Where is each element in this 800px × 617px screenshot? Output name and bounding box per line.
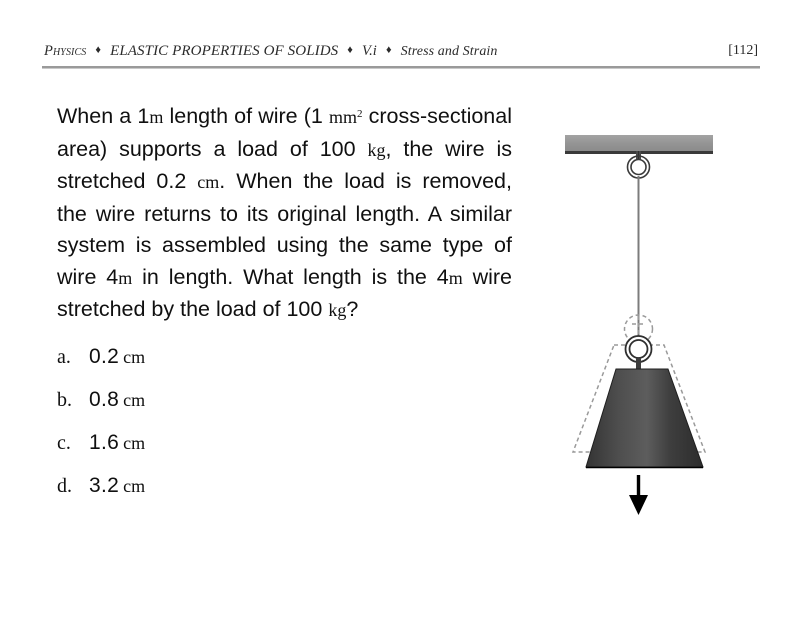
header-section: V.i xyxy=(361,43,377,59)
answer-unit: cm xyxy=(123,476,146,496)
question-text-run: area) supports a load of 100 xyxy=(57,136,368,161)
unit-text: kg xyxy=(367,139,386,160)
unit-exponent: 2 xyxy=(357,108,363,120)
question-text-run: system is assembled using the same type of xyxy=(57,233,512,257)
header-topic: Stress and Strain xyxy=(400,44,498,59)
page-header xyxy=(44,43,760,65)
answer-choice-a[interactable] xyxy=(57,345,357,388)
question-line xyxy=(57,134,512,167)
question-text-run: wire xyxy=(462,264,512,289)
answer-unit: cm xyxy=(123,390,146,410)
question-line xyxy=(57,294,512,327)
question-text-run: wire 4 xyxy=(57,264,119,289)
header-separator-3: ♦ xyxy=(385,44,392,56)
top-hanger-stub xyxy=(636,151,641,159)
header-chapter: ELASTIC PROPERTIES OF SOLIDS xyxy=(110,43,339,59)
answer-value: 0.2 xyxy=(89,345,120,368)
question-line xyxy=(57,230,512,262)
unit-text: m xyxy=(118,267,133,288)
question-text-run: stretched 0.2 xyxy=(57,169,198,193)
answer-value: 3.2 xyxy=(89,474,120,497)
question-text-run: in length. What length is the 4 xyxy=(132,264,449,289)
answer-unit: cm xyxy=(123,433,146,453)
header-course: Physics xyxy=(44,43,87,59)
answer-letter: a. xyxy=(57,346,71,368)
question-text-run: cross-sectional xyxy=(362,104,513,128)
answer-choice-b[interactable] xyxy=(57,388,357,431)
question-text-run: length of wire (1 xyxy=(163,104,329,128)
question-text-run: the wire returns to its original length. A similar xyxy=(57,201,512,226)
unit-text: $mm^2$ xyxy=(328,107,363,127)
answer-unit: cm xyxy=(123,347,146,367)
answer-letter: d. xyxy=(57,475,72,497)
question-text-run: . When the load is removed, xyxy=(219,169,512,193)
page-number: [112] xyxy=(728,43,758,58)
weight-trapezoid xyxy=(586,369,703,468)
answer-choice-d[interactable] xyxy=(57,474,357,517)
bottom-ring-hanger xyxy=(626,336,652,370)
unit-text: kg xyxy=(328,300,347,320)
question-line xyxy=(57,262,512,295)
answer-choice-c[interactable] xyxy=(57,431,357,474)
question-text-run: ? xyxy=(346,297,359,321)
answer-letter: c. xyxy=(57,432,71,454)
answer-letter: b. xyxy=(57,389,72,411)
header-breadcrumb xyxy=(44,43,498,60)
header-separator-1: ♦ xyxy=(95,44,102,56)
answer-value: 1.6 xyxy=(89,431,120,454)
unit-text: m xyxy=(448,267,463,288)
unit-text: cm xyxy=(197,172,220,192)
answer-value: 0.8 xyxy=(89,388,120,411)
question-text xyxy=(57,99,512,327)
question-line xyxy=(57,99,512,134)
header-separator-2: ♦ xyxy=(347,44,353,56)
header-divider xyxy=(42,66,760,69)
force-arrow xyxy=(629,475,648,515)
answer-choices-list xyxy=(57,345,357,517)
wire-load-diagram xyxy=(540,120,780,520)
question-line xyxy=(57,199,512,231)
question-text-run: , the wire is xyxy=(385,136,512,161)
question-text-run: When a 1 xyxy=(57,104,150,128)
top-ring-hanger xyxy=(628,156,650,178)
question-line xyxy=(57,166,512,199)
question-text-run: stretched by the load of 100 xyxy=(57,297,329,321)
unit-text: m xyxy=(149,107,164,127)
